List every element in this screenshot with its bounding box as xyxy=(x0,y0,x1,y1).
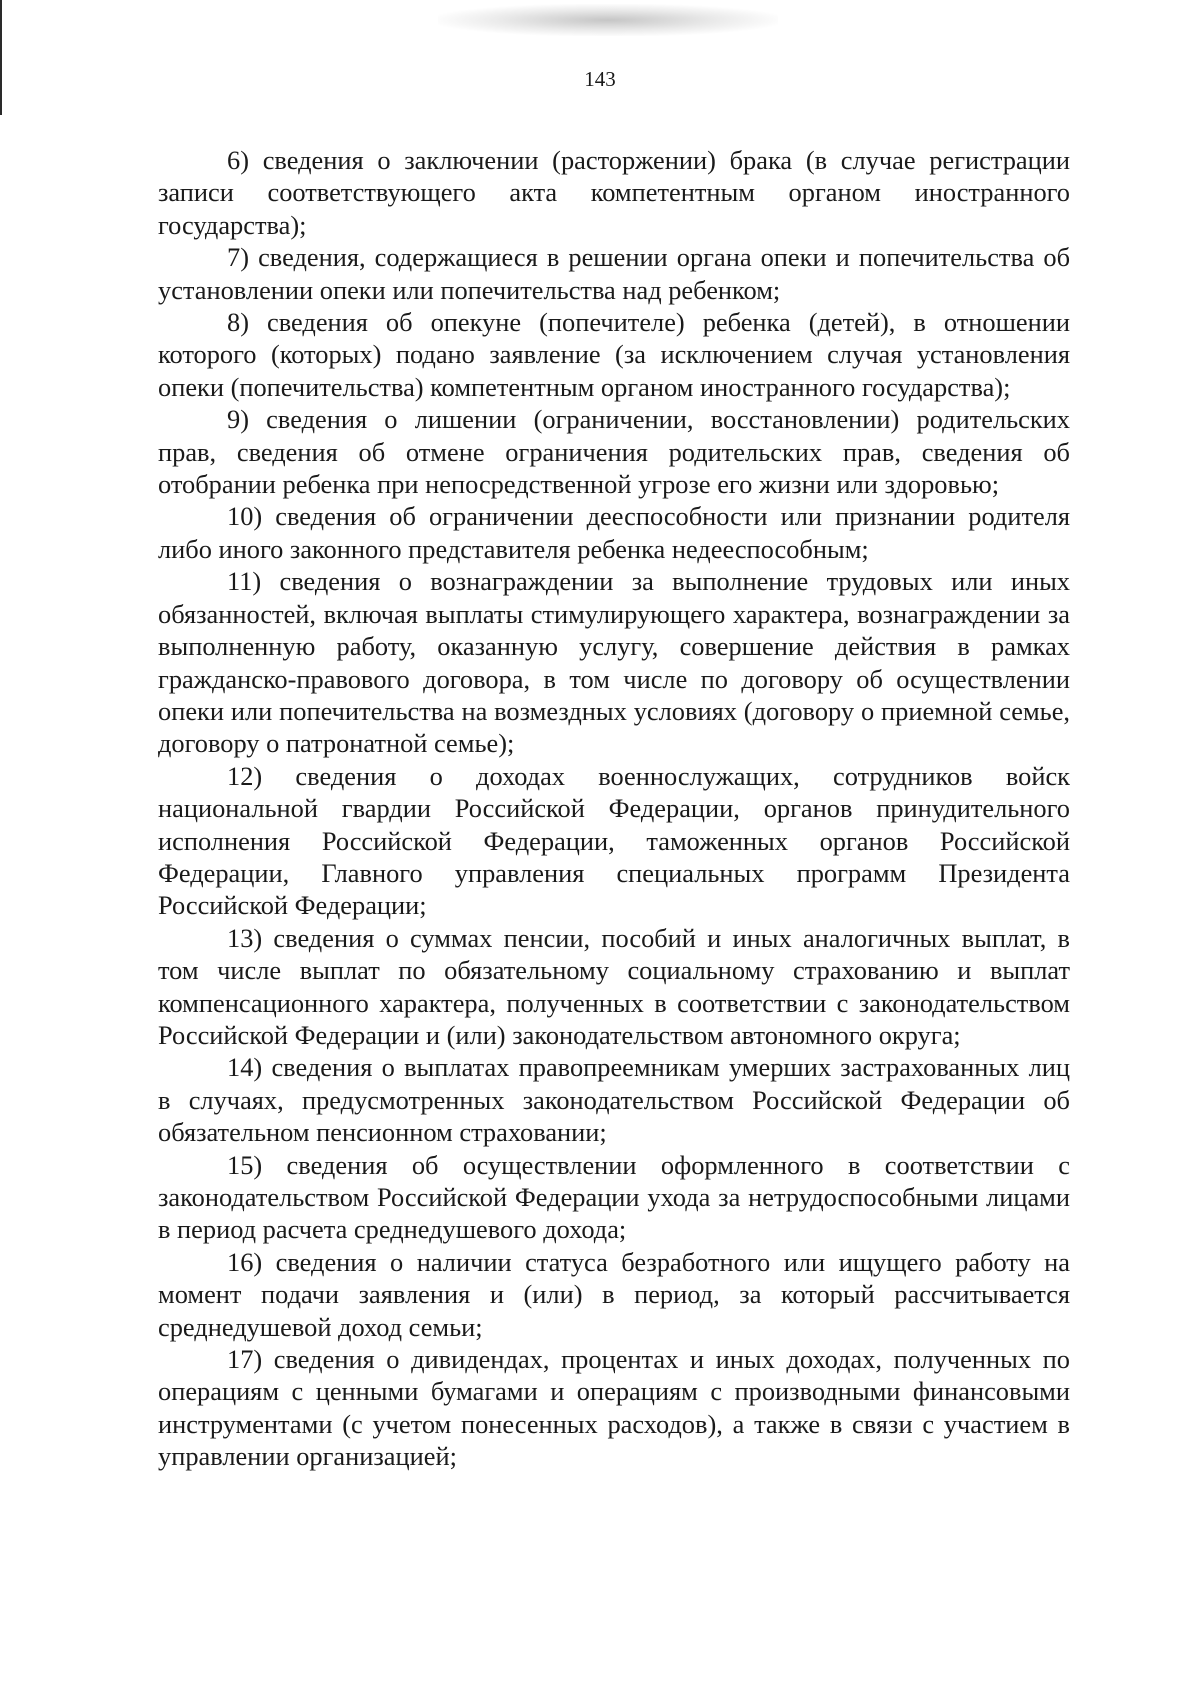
list-item-8: 8) сведения об опекуне (попечителе) ребенка (детей), в отношении которого (которых) подано заявление (за исключением случая установления опеки (попечительства) компетентным органом иностранного государства); xyxy=(158,307,1070,402)
list-item-10: 10) сведения об ограничении дееспособности или признании родителя либо иного законного представителя ребенка недееспособным; xyxy=(158,501,1070,564)
list-item-17: 17) сведения о дивидендах, процентах и иных доходах, полученных по операциям с ценными бумагами и операциям с производными финансовыми инструментами (с учетом понесенных расходов), а также в связи с участием в управлении организацией; xyxy=(158,1344,1070,1472)
list-item-7: 7) сведения, содержащиеся в решении органа опеки и попечительства об установлении опеки или попечительства над ребенком; xyxy=(158,242,1070,305)
list-item-6: 6) сведения о заключении (расторжении) брака (в случае регистрации записи соответствующего акта компетентным органом иностранного государства); xyxy=(158,145,1070,240)
list-item-12: 12) сведения о доходах военнослужащих, сотрудников войск национальной гвардии Российской Федерации, органов принудительного исполнения Российской Федерации, таможенных органов Российской Федерации, Главного управления специальных программ Президента Российской Федерации; xyxy=(158,760,1070,921)
page-number: 143 xyxy=(584,67,616,91)
document-body xyxy=(158,144,1070,1473)
scan-smudge xyxy=(438,4,778,36)
list-item-9: 9) сведения о лишении (ограничении, восстановлении) родительских прав, сведения об отмене ограничения родительских прав, сведения об отобрании ребенка при непосредственной угрозе его жизни или здоровью; xyxy=(158,404,1070,500)
scan-edge-mark xyxy=(0,0,2,115)
list-item-16: 16) сведения о наличии статуса безработного или ищущего работу на момент подачи заявления и (или) в период, за который рассчитывается среднедушевой доход семьи; xyxy=(158,1246,1070,1342)
list-item-11: 11) сведения о вознаграждении за выполнение трудовых или иных обязанностей, включая выплаты стимулирующего характера, вознаграждении за выполненную работу, оказанную услугу, совершение действия в рамках гражданско-правового договора, в том числе по договору об осуществлении опеки или попечительства на возмездных условиях (договору о приемной семье, договору о патронатной семье); xyxy=(158,566,1070,759)
list-item-13: 13) сведения о суммах пенсии, пособий и иных аналогичных выплат, в том числе выплат по обязательному социальному страхованию и выплат компенсационного характера, полученных в соответствии с законодательством Российской Федерации и (или) законодательством автономного округа; xyxy=(158,922,1070,1050)
list-item-15: 15) сведения об осуществлении оформленного в соответствии с законодательством Российской Федерации ухода за нетрудоспособными лицами в период расчета среднедушевого дохода; xyxy=(158,1149,1070,1245)
list-item-14: 14) сведения о выплатах правопреемникам умерших застрахованных лиц в случаях, предусмотренных законодательством Российской Федерации об обязательном пенсионном страховании; xyxy=(158,1052,1070,1148)
